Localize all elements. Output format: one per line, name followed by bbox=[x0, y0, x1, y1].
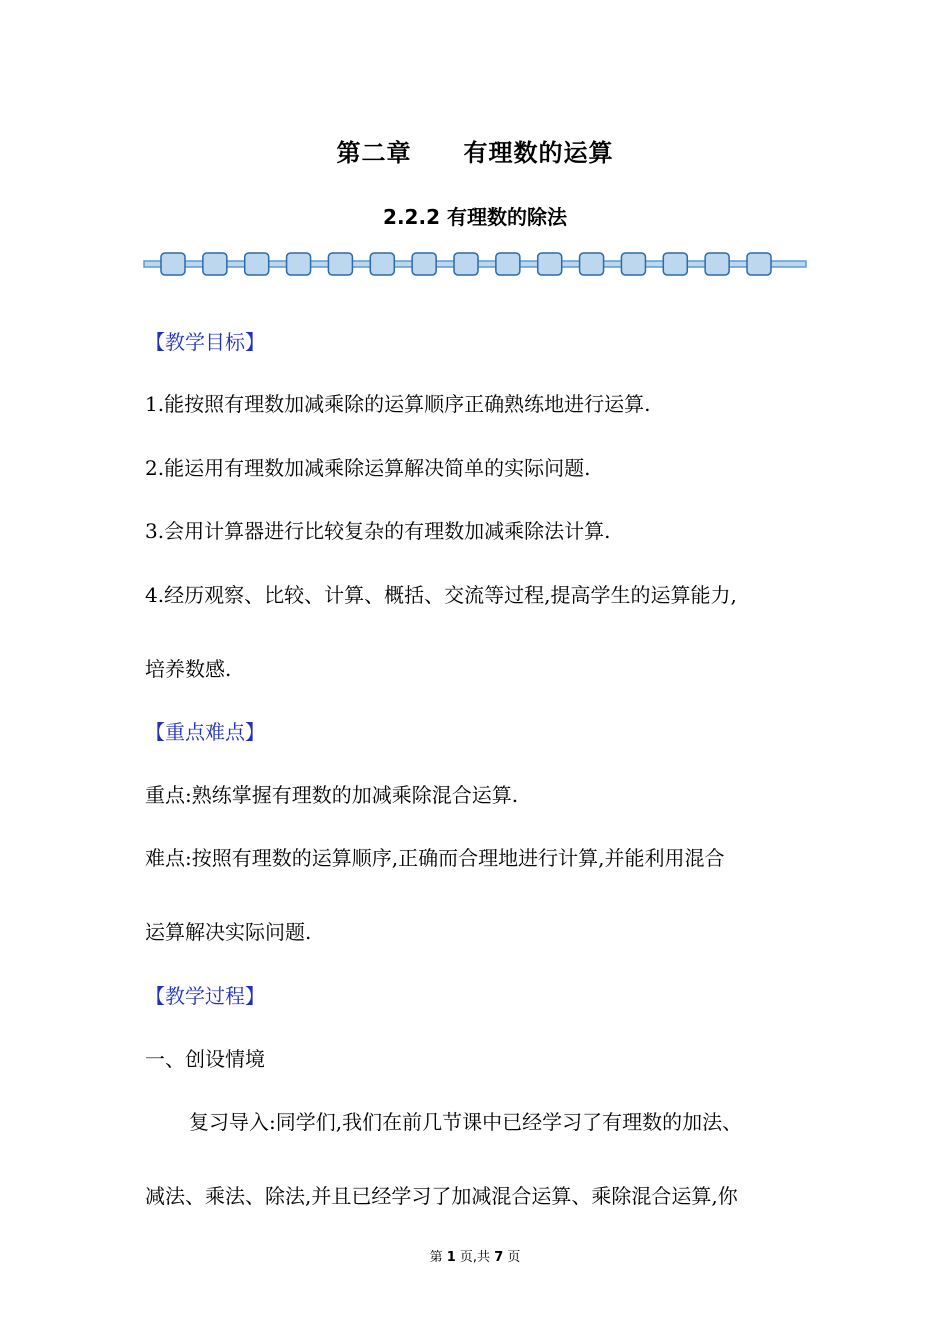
divider-bead bbox=[454, 253, 478, 275]
divider-bead bbox=[328, 253, 352, 275]
divider-bead bbox=[747, 253, 771, 275]
chapter-number: 第二章 bbox=[336, 139, 412, 167]
divider-bead bbox=[287, 253, 311, 275]
review-intro-line: 复习导入:同学们,我们在前几节课中已经学习了有理数的加法、 bbox=[189, 1110, 743, 1134]
chapter-title bbox=[0, 133, 950, 168]
goal-item-2: 2.能运用有理数加减乘除运算解决简单的实际问题. bbox=[145, 456, 591, 480]
divider-bead bbox=[580, 253, 604, 275]
divider-bead bbox=[538, 253, 562, 275]
footer-total-pages: 7 bbox=[494, 1250, 504, 1265]
key-point-line: 重点:熟练掌握有理数的加减乘除混合运算. bbox=[145, 783, 519, 807]
footer-suffix: 页 bbox=[507, 1250, 521, 1265]
difficult-point-line-continued: 运算解决实际问题. bbox=[145, 920, 312, 944]
divider-bead bbox=[370, 253, 394, 275]
goal-item-3: 3.会用计算器进行比较复杂的有理数加减乘除法计算. bbox=[145, 519, 611, 543]
teaching-process-heading: 【教学过程】 bbox=[145, 984, 265, 1008]
footer-middle: 页,共 bbox=[459, 1250, 491, 1265]
teaching-goals-heading: 【教学目标】 bbox=[145, 330, 265, 354]
divider-bead bbox=[705, 253, 729, 275]
goal-item-4: 4.经历观察、比较、计算、概括、交流等过程,提高学生的运算能力, bbox=[145, 583, 737, 607]
footer-page-number: 1 bbox=[446, 1250, 456, 1265]
difficult-point-line: 难点:按照有理数的运算顺序,正确而合理地进行计算,并能利用混合 bbox=[145, 846, 725, 870]
divider-bead bbox=[496, 253, 520, 275]
section-title: 2.2.2 有理数的除法 bbox=[383, 205, 567, 229]
divider-bead bbox=[621, 253, 645, 275]
page-footer bbox=[0, 1246, 950, 1265]
goal-item-4-continued: 培养数感. bbox=[145, 657, 232, 681]
footer-prefix: 第 bbox=[429, 1250, 443, 1265]
divider-bead bbox=[161, 253, 185, 275]
bead-chain-divider bbox=[143, 248, 807, 280]
divider-bead bbox=[245, 253, 269, 275]
chapter-name: 有理数的运算 bbox=[463, 139, 614, 167]
divider-bead bbox=[412, 253, 436, 275]
divider-bead bbox=[663, 253, 687, 275]
divider-bead bbox=[203, 253, 227, 275]
review-intro-line-continued: 减法、乘法、除法,并且已经学习了加减混合运算、乘除混合运算,你 bbox=[145, 1184, 738, 1208]
step-one-title: 一、创设情境 bbox=[145, 1047, 265, 1071]
goal-item-1: 1.能按照有理数加减乘除的运算顺序正确熟练地进行运算. bbox=[145, 392, 651, 416]
key-points-heading: 【重点难点】 bbox=[145, 720, 265, 744]
